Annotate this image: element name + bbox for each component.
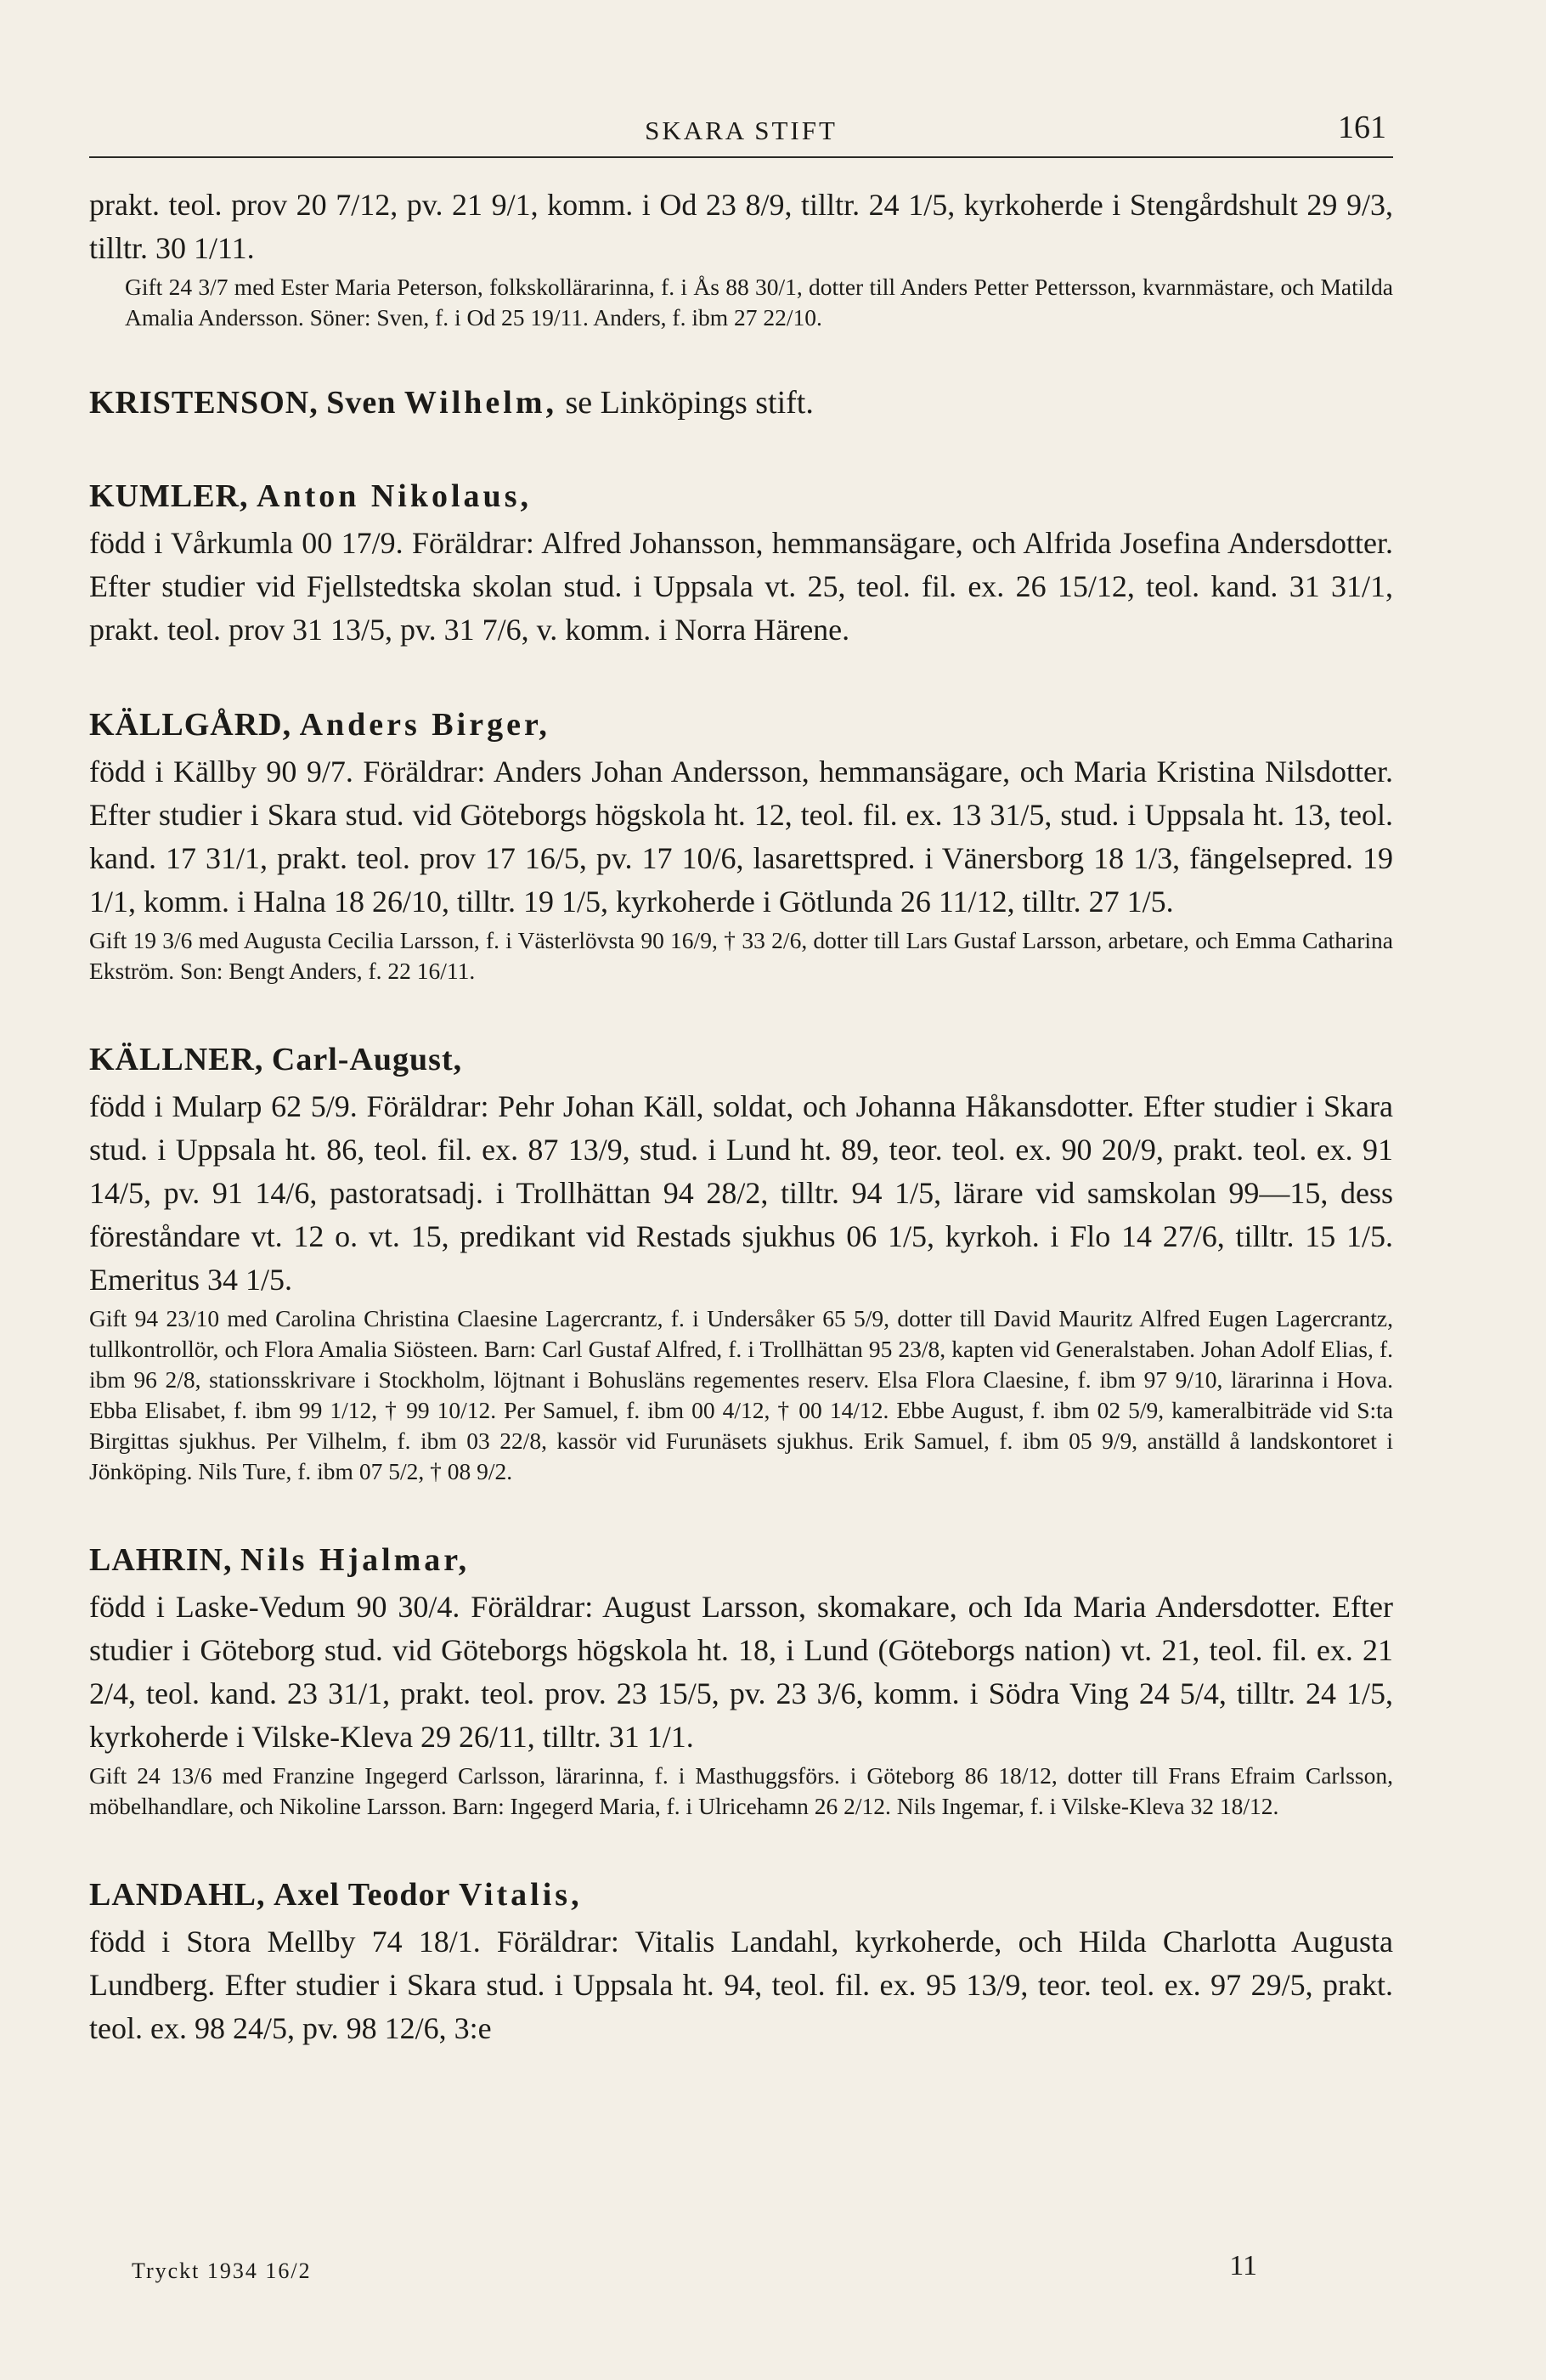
entry-bio: född i Mularp 62 5/9. Föräldrar: Pehr Johan Käll, soldat, och Johanna Håkansdotter. Efter studier i Skara stud. i Uppsala ht. 86, teol. fil. ex. 87 13/9, stud. i Lund ht. 89, teor. teol. ex. 90 20/9, prakt. teol. ex. 91 14/5, pv. 91 14/6, pastoratsadj. i Trollhättan 94 28/2, tilltr. 94 1/5, lärare vid samskolan 99—15, dess föreståndare vt. 12 o. vt. 15, predikant vid Restads sjukhus 06 1/5, kyrkoh. i Flo 14 27/6, tilltr. 15 1/5. Emeritus 34 1/5. xyxy=(89,1089,1393,1297)
entry-surname: LAHRIN, xyxy=(89,1542,233,1578)
entry-landahl xyxy=(89,1869,1393,2050)
entry-kumler xyxy=(89,471,1393,652)
carry-over-entry xyxy=(89,184,1393,333)
entry-surname: KUMLER, xyxy=(89,478,249,514)
page-footer xyxy=(132,2250,1393,2292)
entry-bio: född i Källby 90 9/7. Föräldrar: Anders Johan Andersson, hemmansägare, och Maria Kristina Nilsdotter. Efter studier i Skara stud. vid Göteborgs högskola ht. 12, teol. fil. ex. 13 31/5, stud. i Uppsala ht. 13, teol. kand. 17 31/1, prakt. teol. prov 17 16/5, pv. 17 10/6, lasarettspred. i Vänersborg 18 1/3, fängelsepred. 19 1/1, komm. i Halna 18 26/10, tilltr. 19 1/5, kyrkoherde i Götlunda 26 11/12, tilltr. 27 1/5. xyxy=(89,755,1393,919)
signature-mark: 11 xyxy=(1229,2250,1257,2281)
running-title: SKARA STIFT xyxy=(645,116,838,145)
carry-over-family: Gift 24 3/7 med Ester Maria Peterson, folkskollärarinna, f. i Ås 88 30/1, dotter till Anders Petter Pettersson, kvarnmästare, och Matilda Amalia Andersson. Söner: Sven, f. i Od 25 19/11. Anders, f. ibm 27 22/10. xyxy=(125,274,1393,331)
entry-given-name-spaced: Vitalis, xyxy=(458,1877,583,1913)
entry-heading xyxy=(89,1535,1393,1586)
entry-lahrin xyxy=(89,1535,1393,1822)
entry-heading xyxy=(89,1869,1393,1920)
entry-heading xyxy=(89,377,1393,428)
entry-given-name-spaced: Wilhelm, xyxy=(403,385,557,421)
entry-family: Gift 19 3/6 med Augusta Cecilia Larsson, f. i Västerlövsta 90 16/9, † 33 2/6, dotter till Lars Gustaf Larsson, arbetare, och Emma Catharina Ekström. Son: Bengt Anders, f. 22 16/11. xyxy=(89,927,1393,984)
entry-given-name: Axel Teodor xyxy=(274,1877,451,1913)
entry-heading xyxy=(89,1034,1393,1085)
entry-given-name-spaced: Nils Hjalmar, xyxy=(240,1542,471,1578)
entry-kallgard xyxy=(89,699,1393,986)
entry-bio: född i Laske-Vedum 90 30/4. Föräldrar: August Larsson, skomakare, och Ida Maria Andersdotter. Efter studier i Göteborg stud. vid Göteborgs högskola ht. 18, i Lund (Göteborgs nation) vt. 21, teol. fil. ex. 21 2/4, teol. kand. 23 31/1, prakt. teol. prov. 23 15/5, pv. 23 3/6, komm. i Södra Ving 24 5/4, tilltr. 24 1/5, kyrkoherde i Vilske-Kleva 29 26/11, tilltr. 31 1/1. xyxy=(89,1590,1393,1754)
entry-kristenson xyxy=(89,377,1393,428)
entry-heading xyxy=(89,699,1393,750)
entry-kallner xyxy=(89,1034,1393,1487)
entry-given-name: Carl-August, xyxy=(271,1042,463,1077)
entry-bio: född i Vårkumla 00 17/9. Föräldrar: Alfred Johansson, hemmansägare, och Alfrida Josefina Andersdotter. Efter studier vid Fjellstedtska skolan stud. i Uppsala vt. 25, teol. fil. ex. 26 15/12, teol. kand. 31 31/1, prakt. teol. prov 31 13/5, pv. 31 7/6, v. komm. i Norra Härene. xyxy=(89,526,1393,647)
entry-family: Gift 24 13/6 med Franzine Ingegerd Carlsson, lärarinna, f. i Masthuggsförs. i Göteborg 86 18/12, dotter till Frans Efraim Carlsson, möbelhandlare, och Nikoline Larsson. Barn: Ingegerd Maria, f. i Ulricehamn 26 2/12. Nils Ingemar, f. i Vilske-Kleva 32 18/12. xyxy=(89,1762,1393,1819)
entry-surname: KRISTENSON, xyxy=(89,385,319,421)
entry-given-name: Sven xyxy=(326,385,397,421)
carry-over-bio: prakt. teol. prov 20 7/12, pv. 21 9/1, komm. i Od 23 8/9, tilltr. 24 1/5, kyrkoherde i Stengårdshult 29 9/3, tilltr. 30 1/11. xyxy=(89,188,1393,265)
entry-family: Gift 94 23/10 med Carolina Christina Claesine Lagercrantz, f. i Undersåker 65 5/9, dotter till David Mauritz Alfred Eugen Lagercrantz, tullkontrollör, och Flora Amalia Siösteen. Barn: Carl Gustaf Alfred, f. i Trollhättan 95 23/8, kapten vid Generalstaben. Johan Adolf Elias, f. ibm 96 2/8, stationsskrivare i Stockholm, löjtnant i Bohusläns regementes reserv. Elsa Flora Claesine, f. ibm 97 9/10, lärarinna i Hova. Ebba Elisabet, f. ibm 99 1/12, † 99 10/12. Per Samuel, f. ibm 00 4/12, † 00 14/12. Ebbe August, f. ibm 02 5/9, kameralbiträde vid S:ta Birgittas sjukhus. Per Vilhelm, f. ibm 03 22/8, kassör vid Furunäsets sjukhus. Erik Samuel, f. ibm 05 9/9, anställd å landskontoret i Jönköping. Nils Ture, f. ibm 07 5/2, † 08 9/2. xyxy=(89,1305,1393,1484)
entry-surname: KÄLLNER, xyxy=(89,1042,264,1077)
entry-surname: KÄLLGÅRD, xyxy=(89,707,292,743)
entry-surname: LANDAHL, xyxy=(89,1877,266,1913)
print-note: Tryckt 1934 16/2 xyxy=(132,2258,312,2283)
entry-bio: född i Stora Mellby 74 18/1. Föräldrar: Vitalis Landahl, kyrkoherde, och Hilda Charlotta Augusta Lundberg. Efter studier i Skara stud. i Uppsala ht. 94, teol. fil. ex. 95 13/9, teor. teol. ex. 97 29/5, prakt. teol. ex. 98 24/5, pv. 98 12/6, 3:e xyxy=(89,1925,1393,2045)
entry-given-name-spaced: Anders Birger, xyxy=(299,707,550,743)
running-head xyxy=(89,109,1393,158)
entry-cross-reference: se Linköpings stift. xyxy=(565,385,814,421)
entry-heading xyxy=(89,471,1393,522)
entry-given-name-spaced: Anton Nikolaus, xyxy=(257,478,532,514)
page-number: 161 xyxy=(1338,110,1386,145)
